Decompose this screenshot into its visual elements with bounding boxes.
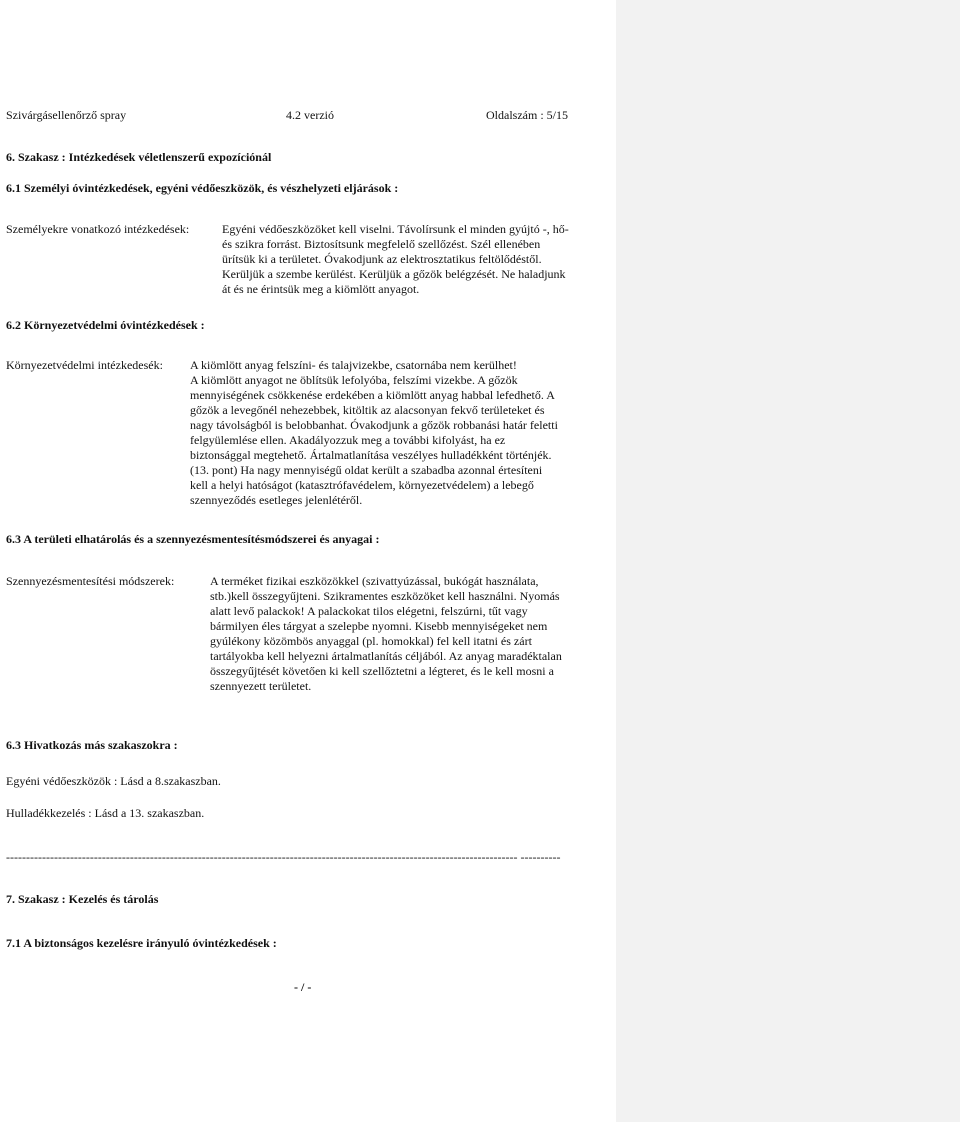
section-6-2-heading: 6.2 Környezetvédelmi óvintézkedések : <box>6 318 205 332</box>
section-6-3-references-heading: 6.3 Hivatkozás más szakaszokra : <box>6 738 178 752</box>
section-divider: -------------------------------------------------------------------------------------------------------------------------------- ---------- <box>6 850 561 864</box>
environmental-measures-text: A kiömlött anyag felszíni- és talajvizekbe, csatornába nem kerülhet! A kiömlött anyagot ne öblítsük lefolyóba, felszími vizekbe. A gőzök mennyiségének csökkenése erdekében a kiömlött anyag habbal lefedhető. A gőzök a levegőnél nehezebbek, kitöltik az alacsonyan fekvő területeket és nagy távolságból is belobbanhat. Óvakodjunk a gőzök robbanási határ feletti felgyülemlése ellen. Akadályozzuk meg a további kifolyást, ha ez biztonsággal megtehető. Ártalmatlanítása veszélyes hulladékként történjék. (13. pont) Ha nagy mennyiségű oldat került a szabadba azonnal értesíteni kell a helyi hatóságot (katasztrófavédelem, környezetvédelem) a lebegő szennyeződés esetleges jelenlétéről. <box>190 358 558 507</box>
header-version: 4.2 verzió <box>286 108 334 122</box>
reference-waste: Hulladékkezelés : Lásd a 13. szakaszban. <box>6 806 205 820</box>
section-6-1-heading: 6.1 Személyi óvintézkedések, egyéni védőeszközök, és vészhelyzeti eljárások : <box>6 181 399 195</box>
decontamination-methods-text: A terméket fizikai eszközökkel (szivattyúzással, bukógát használata, stb.)kell összegyűjteni. Szikramentes eszközöket kell használni. Nyomás alatt levő palackok! A palackokat tilos elégetni, felszúrni, tűt vagy bármilyen éles tárgyat a szelepbe nyomni. Kisebb mennyiségeket nem gyúlékony közömbös anyaggal (pl. homokkal) fel kell itatni és zárt tartályokba kell helyezni ártalmatlanítás céljából. Az anyag maradéktalan összegyűjtését követően ki kell szellőztetni a légteret, és le kell mosni a szennyezett területet. <box>210 574 562 693</box>
section-7-title: 7. Szakasz : Kezelés és tárolás <box>6 892 159 906</box>
personal-measures-label: Személyekre vonatkozó intézkedések: <box>6 222 190 236</box>
section-6-title: 6. Szakasz : Intézkedések véletlenszerű expozíciónál <box>6 150 272 164</box>
decontamination-methods-label: Szennyezésmentesítési módszerek: <box>6 574 175 588</box>
section-7-1-heading: 7.1 A biztonságos kezelésre irányuló óvintézkedések : <box>6 936 277 950</box>
environmental-measures-label: Környezetvédelmi intézkedesék: <box>6 358 163 372</box>
header-product-name: Szivárgásellenőrző spray <box>6 108 127 122</box>
right-margin-panel <box>616 0 960 1122</box>
personal-measures-text: Egyéni védőeszközöket kell viselni. Távolírsunk el minden gyújtó -, hő- és szikra forrást. Biztosítsunk megfelelő szellőzést. Szél ellenében ürítsük ki a területet. Óvakodjunk az elektrosztatikus feltölődéstől. Kerüljük a szembe kerülést. Kerüljük a gőzök belégzését. Ne haladjunk át és ne érintsük meg a kiömlött anyagot. <box>222 222 569 296</box>
page-marker: - / - <box>294 980 312 994</box>
section-6-3-heading: 6.3 A területi elhatárolás és a szennyezésmentesítésmódszerei és anyagai : <box>6 532 380 546</box>
reference-ppe: Egyéni védőeszközök : Lásd a 8.szakaszban. <box>6 774 221 788</box>
header-page-number: Oldalszám : 5/15 <box>486 108 568 122</box>
